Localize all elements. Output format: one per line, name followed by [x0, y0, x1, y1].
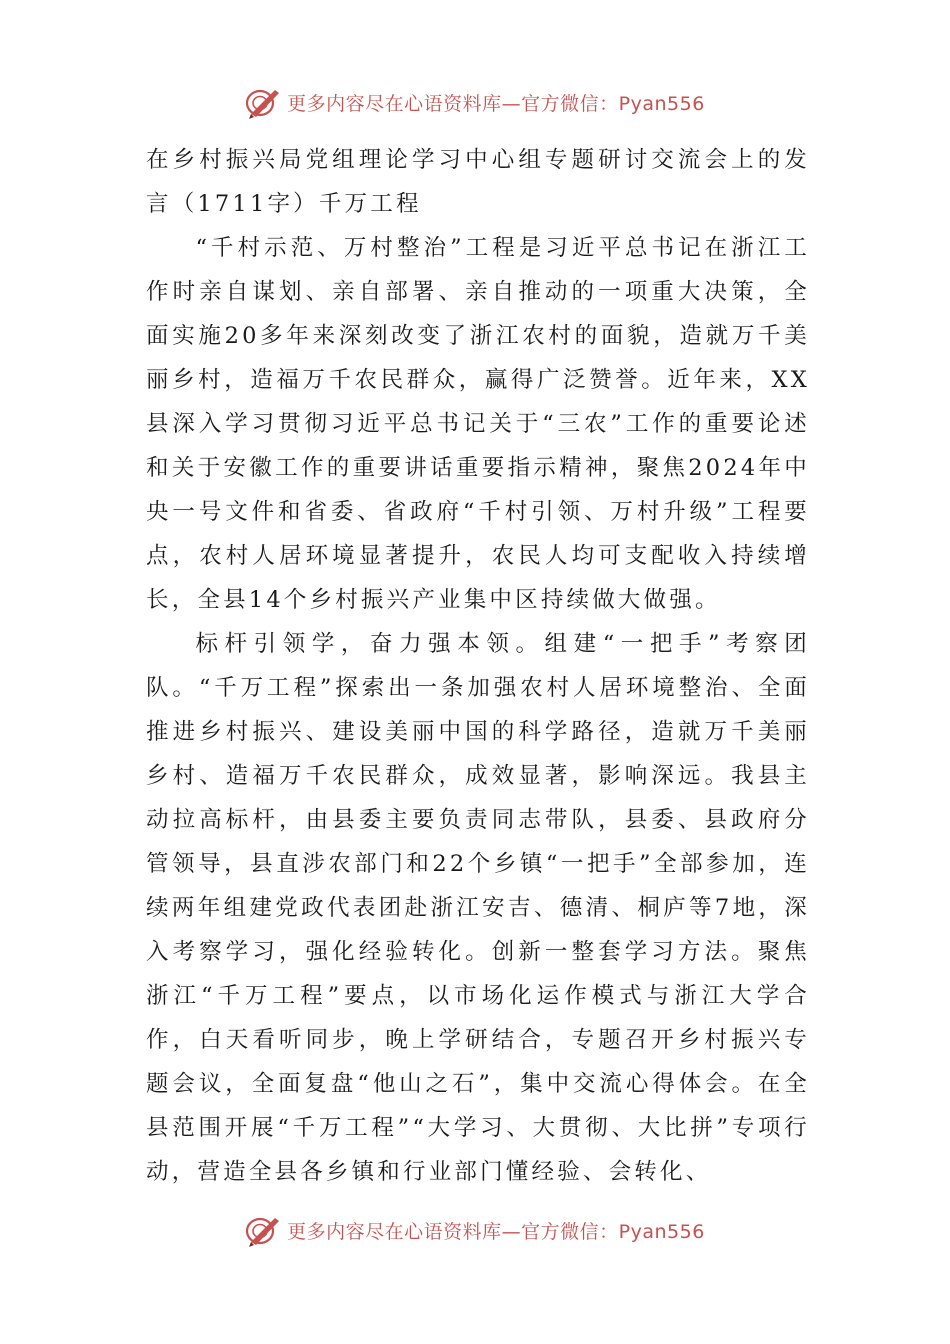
- pen-logo-icon: [245, 1212, 283, 1248]
- watermark-text: 更多内容尽在心语资料库—官方微信：Pyan556: [287, 92, 705, 115]
- document-body: [146, 138, 810, 1194]
- paragraph: 标杆引领学，奋力强本领。组建“一把手”考察团队。“千万工程”探索出一条加强农村人居环境整治、全面推进乡村振兴、建设美丽中国的科学路径，造就万千美丽乡村、造福万千农民群众，成效显著，影响深远。我县主动拉高标杆，由县委主要负责同志带队，县委、县政府分管领导，县直涉农部门和22个乡镇“一把手”全部参加，连续两年组建党政代表团赴浙江安吉、德清、桐庐等7地，深入考察学习，强化经验转化。创新一整套学习方法。聚焦浙江“千万工程”要点，以市场化运作模式与浙江大学合作，白天看听同步，晚上学研结合，专题召开乡村振兴专题会议，全面复盘“他山之石”，集中交流心得体会。在全县范围开展“千万工程”“大学习、大贯彻、大比拼”专项行动，营造全县各乡镇和行业部门懂经验、会转化、: [146, 631, 810, 1185]
- watermark-text: 更多内容尽在心语资料库—官方微信：Pyan556: [287, 1220, 705, 1243]
- paragraph: “千村示范、万村整治”工程是习近平总书记在浙江工作时亲自谋划、亲自部署、亲自推动的一项重大决策，全面实施20多年来深刻改变了浙江农村的面貌，造就万千美丽乡村，造福万千农民群众，赢得广泛赞誉。近年来，XX县深入学习贯彻习近平总书记关于“三农”工作的重要论述和关于安徽工作的重要讲话重要指示精神，聚焦2024年中央一号文件和省委、省政府“千村引领、万村升级”工程要点，农村人居环境显著提升，农民人均可支配收入持续增长，全县14个乡村振兴产业集中区持续做大做强。: [146, 235, 810, 613]
- pen-logo-icon: [245, 84, 283, 120]
- header-watermark-banner: [0, 82, 950, 122]
- document-title: 在乡村振兴局党组理论学习中心组专题研讨交流会上的发言（1711字）千万工程: [146, 147, 810, 217]
- footer-watermark-banner: [0, 1210, 950, 1250]
